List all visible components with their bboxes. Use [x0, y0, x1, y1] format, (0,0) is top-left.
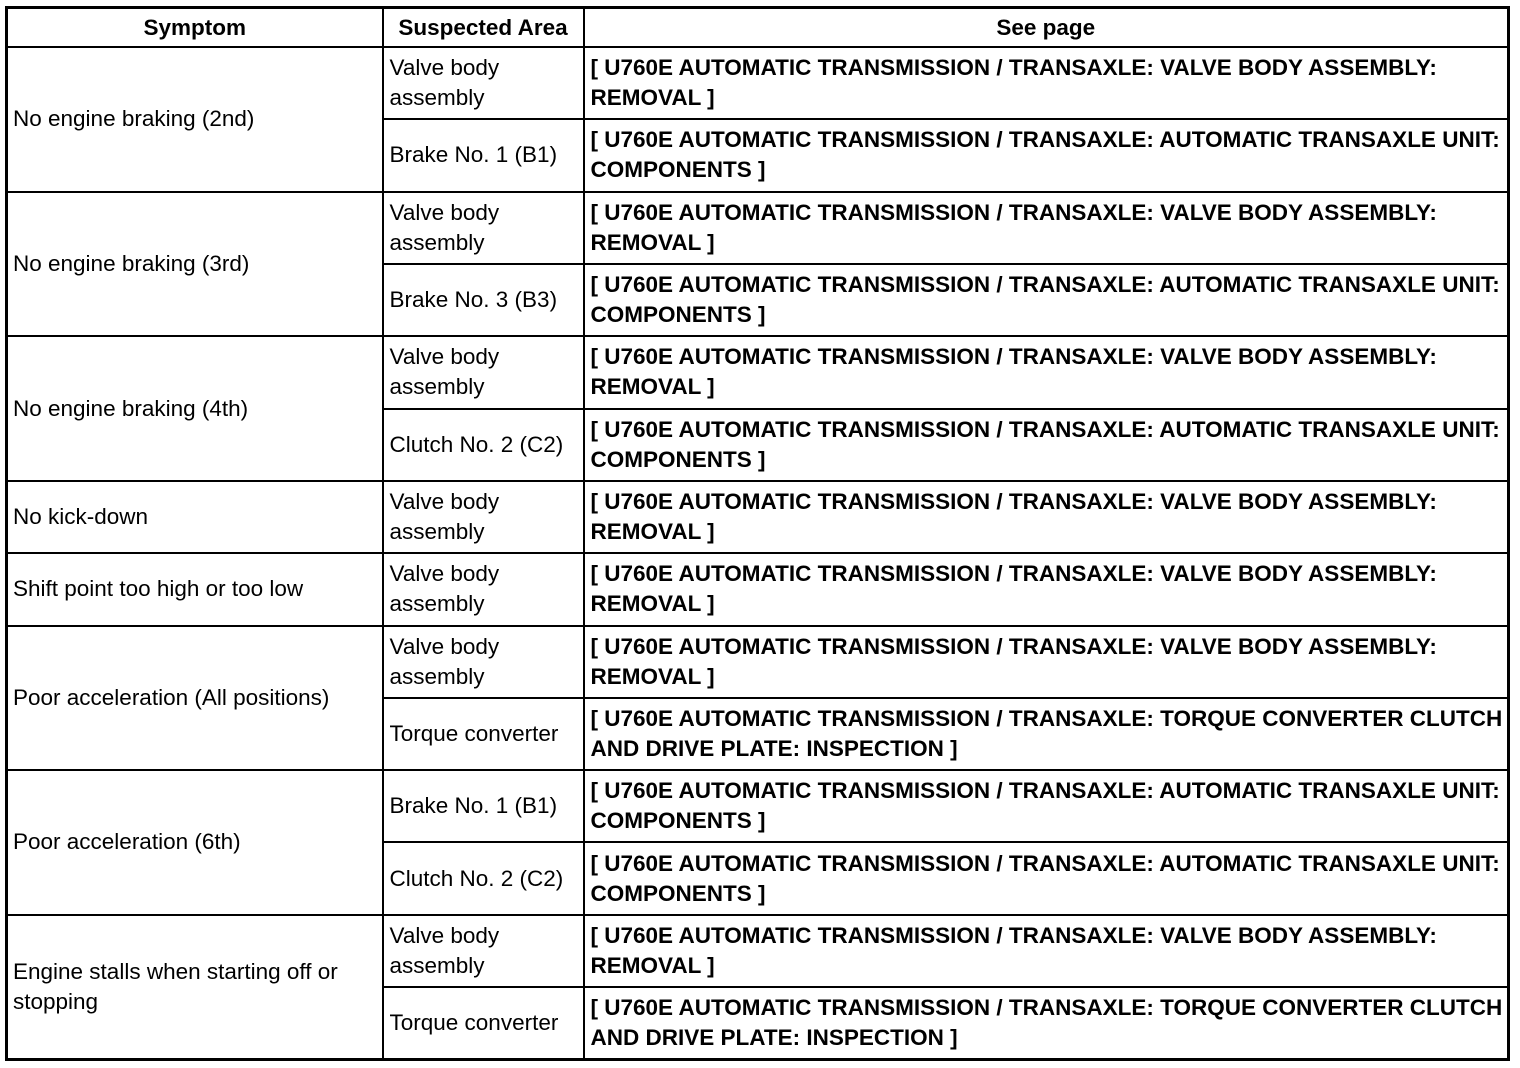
suspected-area-cell: Valve body assembly — [383, 192, 584, 264]
header-symptom: Symptom — [7, 8, 383, 48]
see-page-link[interactable]: [ U760E AUTOMATIC TRANSMISSION / TRANSAXLE: VALVE BODY ASSEMBLY: REMOVAL ] — [584, 192, 1509, 264]
suspected-area-cell: Brake No. 3 (B3) — [383, 264, 584, 336]
see-page-link[interactable]: [ U760E AUTOMATIC TRANSMISSION / TRANSAXLE: VALVE BODY ASSEMBLY: REMOVAL ] — [584, 553, 1509, 625]
suspected-area-cell: Clutch No. 2 (C2) — [383, 409, 584, 481]
symptom-cell: Shift point too high or too low — [7, 553, 383, 625]
header-see-page: See page — [584, 8, 1509, 48]
suspected-area-cell: Clutch No. 2 (C2) — [383, 842, 584, 914]
table-row — [7, 626, 1509, 698]
symptom-cell: No kick-down — [7, 481, 383, 553]
symptom-cell: No engine braking (4th) — [7, 336, 383, 481]
suspected-area-cell: Brake No. 1 (B1) — [383, 119, 584, 191]
see-page-link[interactable]: [ U760E AUTOMATIC TRANSMISSION / TRANSAXLE: AUTOMATIC TRANSAXLE UNIT: COMPONENTS ] — [584, 264, 1509, 336]
table-row — [7, 192, 1509, 264]
see-page-link[interactable]: [ U760E AUTOMATIC TRANSMISSION / TRANSAXLE: VALVE BODY ASSEMBLY: REMOVAL ] — [584, 47, 1509, 119]
see-page-link[interactable]: [ U760E AUTOMATIC TRANSMISSION / TRANSAXLE: VALVE BODY ASSEMBLY: REMOVAL ] — [584, 336, 1509, 408]
table-header-row — [7, 8, 1509, 48]
see-page-link[interactable]: [ U760E AUTOMATIC TRANSMISSION / TRANSAXLE: AUTOMATIC TRANSAXLE UNIT: COMPONENTS ] — [584, 409, 1509, 481]
table-row — [7, 336, 1509, 408]
see-page-link[interactable]: [ U760E AUTOMATIC TRANSMISSION / TRANSAXLE: TORQUE CONVERTER CLUTCH AND DRIVE PLATE: INSPECTION ] — [584, 987, 1509, 1059]
table-row — [7, 481, 1509, 553]
suspected-area-cell: Valve body assembly — [383, 336, 584, 408]
symptom-cell: Engine stalls when starting off or stopping — [7, 915, 383, 1060]
table-row — [7, 47, 1509, 119]
see-page-link[interactable]: [ U760E AUTOMATIC TRANSMISSION / TRANSAXLE: AUTOMATIC TRANSAXLE UNIT: COMPONENTS ] — [584, 842, 1509, 914]
symptom-table — [5, 6, 1510, 1061]
table-body — [7, 47, 1509, 1060]
table-row — [7, 553, 1509, 625]
suspected-area-cell: Valve body assembly — [383, 553, 584, 625]
suspected-area-cell: Torque converter — [383, 987, 584, 1059]
suspected-area-cell: Torque converter — [383, 698, 584, 770]
see-page-link[interactable]: [ U760E AUTOMATIC TRANSMISSION / TRANSAXLE: AUTOMATIC TRANSAXLE UNIT: COMPONENTS ] — [584, 770, 1509, 842]
see-page-link[interactable]: [ U760E AUTOMATIC TRANSMISSION / TRANSAXLE: VALVE BODY ASSEMBLY: REMOVAL ] — [584, 481, 1509, 553]
see-page-link[interactable]: [ U760E AUTOMATIC TRANSMISSION / TRANSAXLE: VALVE BODY ASSEMBLY: REMOVAL ] — [584, 626, 1509, 698]
table-row — [7, 915, 1509, 987]
table-row — [7, 770, 1509, 842]
symptom-cell: No engine braking (2nd) — [7, 47, 383, 192]
suspected-area-cell: Brake No. 1 (B1) — [383, 770, 584, 842]
see-page-link[interactable]: [ U760E AUTOMATIC TRANSMISSION / TRANSAXLE: TORQUE CONVERTER CLUTCH AND DRIVE PLATE: INSPECTION ] — [584, 698, 1509, 770]
see-page-link[interactable]: [ U760E AUTOMATIC TRANSMISSION / TRANSAXLE: VALVE BODY ASSEMBLY: REMOVAL ] — [584, 915, 1509, 987]
symptom-cell: No engine braking (3rd) — [7, 192, 383, 337]
symptom-cell: Poor acceleration (All positions) — [7, 626, 383, 771]
suspected-area-cell: Valve body assembly — [383, 481, 584, 553]
suspected-area-cell: Valve body assembly — [383, 47, 584, 119]
suspected-area-cell: Valve body assembly — [383, 915, 584, 987]
suspected-area-cell: Valve body assembly — [383, 626, 584, 698]
see-page-link[interactable]: [ U760E AUTOMATIC TRANSMISSION / TRANSAXLE: AUTOMATIC TRANSAXLE UNIT: COMPONENTS ] — [584, 119, 1509, 191]
header-suspected-area: Suspected Area — [383, 8, 584, 48]
symptom-cell: Poor acceleration (6th) — [7, 770, 383, 915]
